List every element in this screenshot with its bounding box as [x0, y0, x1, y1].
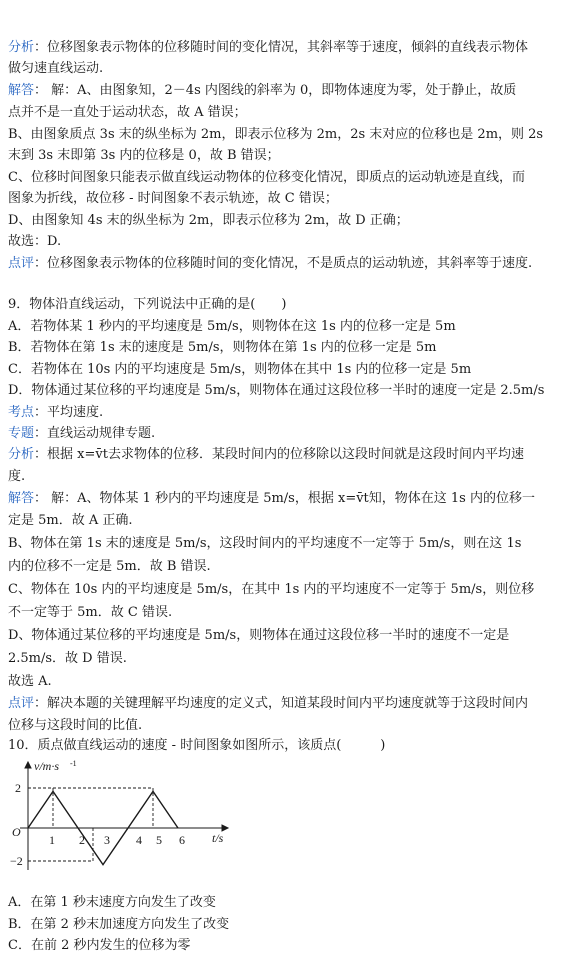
x-tick-label: 5	[156, 833, 162, 847]
line-answer: 故选：D.	[8, 234, 62, 249]
y-tick-label: 2	[15, 781, 21, 795]
y-axis-label: v/m·s	[34, 759, 59, 773]
q9-topic: 考点：平均速度.	[8, 405, 104, 420]
q9-answer: 故选 A.	[8, 674, 52, 689]
question-9-option-d: D．物体通过某位移的平均速度是 5m/s，则物体在通过这段位移一半时的速度一定是 2.5m/s	[8, 383, 545, 398]
line-solution-4: 末到 3s 末即第 3s 内的位移是 0，故 B 错误；	[8, 148, 280, 163]
y-axis-arrow	[25, 762, 31, 768]
velocity-time-graph	[8, 758, 238, 876]
line-solution-2: 点并不是一直处于运动状态，故 A 错误；	[8, 105, 247, 120]
x-tick-label: 4	[136, 833, 142, 847]
q9-subject: 专题：直线运动规律专题.	[8, 426, 156, 441]
question-9-stem: 9．物体沿直线运动，下列说法中正确的是( )	[8, 297, 287, 312]
question-10-option-c: C．在前 2 秒内发生的位移为零	[8, 938, 191, 953]
x-tick-label: 1	[49, 833, 55, 847]
q9-solution-6: 不一定等于 5m．故 C 错误.	[8, 605, 173, 620]
q9-solution-5: C、物体在 10s 内的平均速度是 5m/s，在其中 1s 内的平均速度不一定等于 5m/s，则位移	[8, 582, 535, 597]
q9-solution-3: B、物体在第 1s 末的速度是 5m/s，这段时间内的平均速度不一定等于 5m/s，则在这 1s	[8, 536, 522, 551]
q9-solution-8: 2.5m/s．故 D 错误.	[8, 651, 127, 666]
q9-solution-7: D、物体通过某位移的平均速度是 5m/s，则物体在通过这段位移一半时的速度不一定是	[8, 628, 510, 643]
line-solution-7: D、由图象知 4s 末的纵坐标为 2m，即表示位移为 2m，故 D 正确；	[8, 213, 409, 228]
line-solution-5: C、位移时间图象只能表示做直线运动物体的位移变化情况，即质点的运动轨迹是直线，而	[8, 170, 525, 185]
question-10-option-b: B．在第 2 秒末加速度方向发生了改变	[8, 917, 230, 932]
q9-analysis-1: 分析：根据 x=v̄t去求物体的位移．某段时间内的位移除以这段时间就是这段时间内平均速	[8, 447, 524, 462]
x-axis-label: t/s	[212, 831, 224, 845]
x-tick-label: 2	[79, 833, 85, 847]
q9-comment-1: 点评：解决本题的关键理解平均速度的定义式，知道某段时间内平均速度就等于这段时间内	[8, 696, 529, 711]
q9-solution-4: 内的位移不一定是 5m．故 B 错误.	[8, 559, 211, 574]
line-analysis-1: 分析：位移图象表示物体的位移随时间的变化情况，其斜率等于速度，倾斜的直线表示物体	[8, 40, 529, 55]
y-tick-label: −2	[10, 854, 23, 868]
x-tick-label: 6	[179, 833, 185, 847]
y-axis-label-exponent: -1	[70, 759, 77, 768]
q9-solution-2: 定是 5m．故 A 正确.	[8, 513, 133, 528]
q9-analysis-2: 度.	[8, 469, 26, 484]
line-solution-3: B、由图象质点 3s 末的纵坐标为 2m，即表示位移为 2m，2s 末对应的位移也是 2m，则 2s	[8, 127, 544, 142]
line-comment: 点评：位移图象表示物体的位移随时间的变化情况，不是质点的运动轨迹，其斜率等于速度.	[8, 256, 533, 271]
line-analysis-2: 做匀速直线运动.	[8, 61, 104, 76]
question-10-option-a: A．在第 1 秒末速度方向发生了改变	[8, 895, 216, 910]
q9-solution-1: 解答： 解：A、物体某 1 秒内的平均速度是 5m/s，根据 x=v̄t知，物体在这 1s 内的位移一	[8, 491, 535, 506]
question-9-option-a: A．若物体某 1 秒内的平均速度是 5m/s，则物体在这 1s 内的位移一定是 5m	[8, 319, 456, 334]
q9-comment-2: 位移与这段时间的比值.	[8, 718, 143, 733]
question-10-stem: 10．质点做直线运动的速度 - 时间图象如图所示，该质点( )	[8, 738, 386, 753]
line-solution-1: 解答： 解：A、由图象知，2－4s 内图线的斜率为 0，即物体速度为零，处于静止，故质	[8, 83, 517, 98]
question-9-option-b: B．若物体在第 1s 末的速度是 5m/s，则物体在第 1s 内的位移一定是 5m	[8, 340, 437, 355]
x-tick-label: 3	[104, 833, 110, 847]
line-solution-6: 图象为折线，故位移 - 时间图象不表示轨迹，故 C 错误；	[8, 191, 338, 206]
question-9-option-c: C．若物体在 10s 内的平均速度是 5m/s，则物体在其中 1s 内的位移一定是 5m	[8, 362, 472, 377]
origin-label: O	[12, 825, 21, 839]
